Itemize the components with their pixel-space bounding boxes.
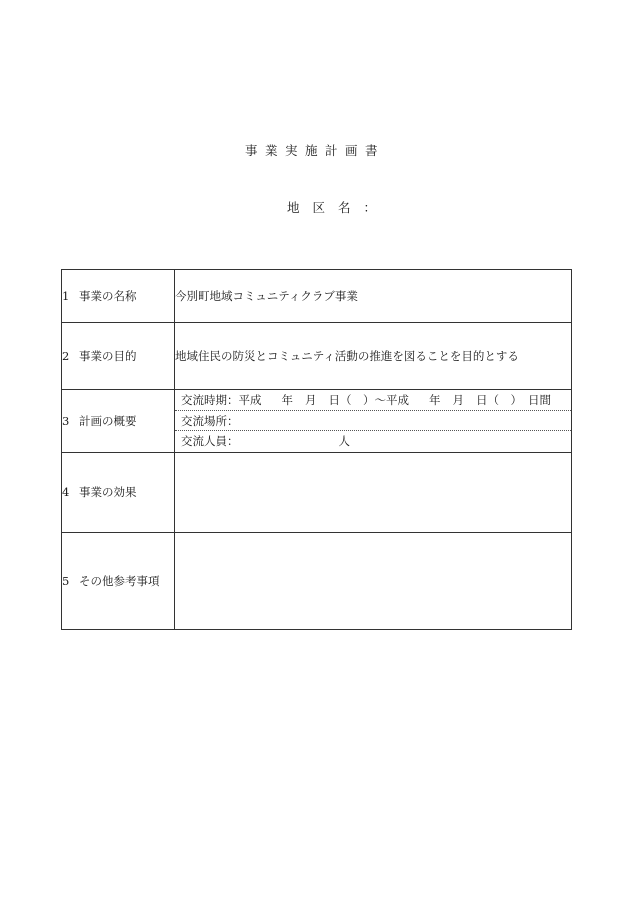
other-notes-cell[interactable] — [175, 532, 572, 629]
era-start: 平成 — [238, 393, 262, 407]
row-label: 事業の効果 — [79, 485, 137, 500]
tilde: 〜 — [374, 393, 386, 407]
project-name-cell[interactable]: 今別町地域コミュニティクラブ事業 — [175, 270, 572, 323]
month-end: 月 — [452, 393, 464, 407]
table-row — [62, 323, 572, 390]
day-end: 日（ ） — [476, 393, 522, 407]
row-number: 5 — [62, 573, 70, 588]
project-effect-cell[interactable] — [175, 452, 572, 532]
year-start: 年 — [281, 393, 293, 407]
district-name-line — [287, 198, 376, 216]
people-unit: 人 — [338, 434, 350, 449]
row-number: 3 — [62, 413, 70, 428]
row-label-name — [62, 270, 175, 323]
table-row — [62, 452, 572, 532]
exchange-place-row[interactable] — [175, 411, 571, 432]
exchange-period-row[interactable] — [175, 390, 571, 411]
era-end: 平成 — [386, 393, 409, 407]
table-row — [62, 270, 572, 323]
row-label: その他参考事項 — [79, 573, 160, 588]
row-label-purpose — [62, 323, 175, 390]
exchange-people-row[interactable] — [175, 431, 571, 452]
table-row — [62, 532, 572, 629]
row-number: 4 — [62, 485, 70, 500]
row-label: 事業の目的 — [79, 349, 137, 363]
plan-overview-cell — [175, 390, 572, 453]
row-label-overview — [62, 390, 175, 453]
days-unit: 日間 — [528, 393, 551, 407]
project-purpose-cell[interactable]: 地域住民の防災とコミュニティ活動の推進を図ることを目的とする — [175, 323, 572, 390]
row-number: 2 — [62, 349, 70, 363]
row-label-effect — [62, 452, 175, 532]
year-end: 年 — [429, 393, 441, 407]
month-start: 月 — [305, 393, 317, 407]
row-label: 計画の概要 — [79, 413, 137, 428]
row-label: 事業の名称 — [79, 289, 137, 303]
document-title: 事業実施計画書 — [244, 143, 385, 158]
exchange-period-label: 交流時期： — [181, 393, 239, 407]
exchange-people-label: 交流人員： — [181, 434, 239, 449]
exchange-place-label: 交流場所： — [181, 413, 239, 428]
district-colon: ： — [363, 200, 377, 215]
day-start: 日（ ） — [328, 393, 375, 407]
table-row — [62, 390, 572, 453]
district-label: 地区名 — [287, 200, 364, 215]
row-number: 1 — [62, 289, 70, 303]
plan-table — [61, 269, 572, 630]
row-label-other — [62, 532, 175, 629]
